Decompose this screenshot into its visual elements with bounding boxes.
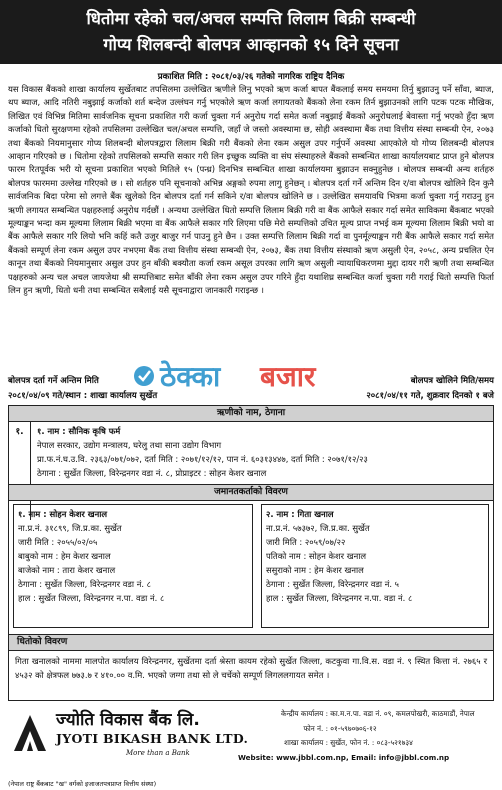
borrower-name: १. नाम : सौनिक कृषि फर्म [37,426,121,436]
branch-value: सुर्खेत, फोन नं. : ०८३-५२१७३४ [330,738,413,747]
guarantor-2-citizenship: ना.प्र.नं. ५७३७२, जि.प्र.का. सुर्खेत [266,523,370,533]
bank-logo [8,707,249,775]
collateral-details: गिता खनालको नाममा मालपोत कार्यालय विरेन्द्रनगर, सुर्खेतमा दर्ता श्रेस्ता कायम रहेको सुर्खेत जिल्ला, कटकुवा गा.वि.स. वडा नं. ९ स्थित कित्ता नं. २७६५ र ४५३२ को क्षेत्रफल ७७३.७ र ४१०.०० व.मि. भएको जग्गा तथा सो ले चर्चेको सम्पूर्ण लिगललगायत समेत । [15,656,487,680]
borrower-section-title: ऋणीको नाम, ठेगाना [9,406,493,422]
website-email: Website: www.jbbl.com.np, Email: info@jbbl.com.np [238,752,450,762]
opening-date-value: २०८१/०४/११ गते, शुक्रवार दिनको १ बजे [366,391,494,401]
guarantor-1-address: ठेगाना : सुर्खेत जिल्ला, विरेन्द्रनगर वडा नं. ८ [18,579,152,589]
publication-date: प्रकाशित मिति : २०८१/०३/२६ गतेको नागरिक राष्ट्रिय दैनिक [157,72,345,82]
guarantor-section-title: जमानतकर्ताको विवरण [9,484,493,501]
guarantor-1-current: हाल : सुर्खेत जिल्ला, विरेन्द्रनगर न.पा. वडा नं. ८ [18,593,165,603]
guarantor-2-address: ठेगाना : सुर्खेत जिल्ला, विरेन्द्रनगर वडा नं. ५ [266,579,400,589]
tender-dates [8,374,494,404]
guarantor-1-father: बाबुको नाम : हेम केशर खनाल [18,551,111,561]
submit-deadline-value: २०८१/०४/०९ गते/स्थान : शाखा कार्यालय सुर्खेत [8,391,158,401]
head-phone-value: ०१-५९७०७०६-१२ [330,723,377,733]
borrower-registration: प्रा.फ.नं.घ.उ.वि. २३६३/०७१/०७२, दर्ता मिति : २०७१/१२/१२, पान नं. ६०३१३४४७, दर्ता मिति : २०७१/१२/२३ [37,454,368,464]
watermark-brand-a: ठेक्का [160,360,221,393]
notice-title-line2: गोप्य शिलबन्दी बोलपत्र आव्हानको १५ दिने सूचना [103,35,399,54]
guarantor-1-box [13,504,253,628]
guarantor-2-father-in-law: ससुराको नाम : हेम केशर खनाल [266,565,364,575]
guarantor-2-issued: जारी मिति : २०५९/०७/२२ [266,537,346,547]
watermark-brand-b: बजार [260,360,316,393]
borrower-serial: १. [9,421,31,520]
bank-name-english: JYOTI BIKASH BANK LTD. [56,731,249,746]
nrb-license-note: (नेपाल राष्ट्र बैंकबाट "ख" वर्गको इजाजतपत्रप्राप्त वित्तीय संस्था) [8,780,157,788]
guarantor-1-name: १. नाम : सोहन केशर खनाल [18,509,108,519]
guarantor-2-husband: पतिको नाम : सोहन केशर खनाल [266,551,367,561]
opening-date-label: बोलपत्र खोलिने मिति/समय [410,376,494,386]
borrower-address: ठेगाना : सुर्खेत जिल्ला, विरेन्द्रनगर वडा नं. ८, प्रोप्राइटर : सोहन केशर खनाल [37,468,267,478]
bank-name-nepali: ज्योति विकास बैंक लि. [56,710,200,730]
collateral-section-title: धितोको विवरण [9,634,493,651]
guarantor-1-issued: जारी मिति : २०५५/०२/०५ [18,537,98,547]
bank-footer [0,703,502,790]
guarantor-2-name: २. नाम : गिता खनाल [266,509,334,519]
notice-title-line1: धितोमा रहेको चल/अचल सम्पत्ति लिलाम बिक्री सम्बन्धी [86,9,416,28]
notice-body: यस विकास बैंकको शाखा कार्यालय सुर्खेतबाट तपसिलमा उल्लेखित ऋणीले लिनु भएको ऋण कर्जा बापत बैंकलाई समय समयमा तिर्नु बुझाउनु पर्ने साँवा, ब्याज, थप ब्याज, आदि नतिरी नबुझाई कर्जाको शर्त बन्देज उल्लंघन गर्नु भएकोले ऋण कर्जा लगायतको बैंकको लेना रकम तिर्न बुझाउनको लागि पटक पटक मौखिक, लिखित एवं विभिन्न मितिमा सार्वजनिक सूचना प्रकाशित गरी कर्जा चुक्ता गर्न अनुरोध गर्दा समेत कर्जा नबुझाई बैंकको अनुरोधलाई बेवास्ता गर्नु भएको हुँदा ऋण कर्जाको धितो सुरक्षणमा रहेको तपसिलमा उल्लेखित चल/अचल सम्पत्ति, जहाँ जे जस्तो अवस्थामा छ, सोही अवस्थामा बैंक तथा वित्तीय संस्था सम्बन्धी ऐन, २०७३ तथा बैंकको नियमानुसार गोप्य शिलबन्दी बोलपत्रद्वारा लिलाम बिक्री गरी बैंकको लेना रकम असुल उपर गर्नुपर्ने अवस्था आएकोले यो गोप्य शिलबन्दी बोलपत्र आव्हान गरिएको छ । धितोमा रहेको तपसिलको सम्पत्ति सकार गरी लिन इच्छुक व्यक्ति वा संघ संस्थाहरुले बैंकको सम्बन्धित शाखा कार्यालयबाट प्राप्त हुने बोलपत्र फारम रितपूर्वक भरी यो सूचना प्रकाशित भएको मितिले १५ (पन्ध्र) दिनभित्र सम्बन्धित शाखा कार्यालयमा बुझाउन सक्नुहुनेछ । बोलपत्र सम्बन्धी अन्य शर्तहरु बोलपत्र फारममा उल्लेख गरिएको छ । सो शर्तहरु पनि सूचनाको अभिन्न अङ्गको रुपमा लागु हुनेछन् । बोलपत्र दर्ता गर्ने अन्तिम दिन र/वा बोलपत्र खोलिने दिन कुनै सार्वजनिक बिदा परेमा सो लगत्ते बैंक खुलेको दिन बोलपत्र दर्ता गर्न सकिने र/वा बोलपत्र खोलिने छ । उल्लेखित समयावधि भित्रमा कर्जा चुक्ता गर्नु गराउनु हुन ऋणी लगायत सम्बन्धित पक्षहरुलाई अनुरोध गर्दछौं । अन्यथा उल्लेखित धितो सम्पत्ति लिलाम बिक्री गरी वा बैंक आफैले सकार गर्दा समेत साविकमा बैंकबाट भएको मूल्याङ्कन भन्दा कम मूल्यमा लिलाम बिक्री भएमा वा बैंक आफैले सकार गरि लिएमा पछि मेरो सम्पत्तिको उचित मूल्य प्राप्त नभई कम मूल्यमा लिलाम बिक्री भयो वा बैंक आफैले सकार गरि लियो भनि कहिं कतै उजुर बाजुर गर्न पाउनु हुने छैन । उक्त सम्पत्ति लिलाम बिक्री गर्दा वा पुनर्मूल्याङ्कन गरी बैंक आफैले सकार गर्दा समेत बैंकको सम्पूर्ण लेना रकम असुल उपर नभएमा बैंक तथा वित्तीय संस्था सम्बन्धी ऐन, २०७३, बैंक तथा वित्तीय संस्थाको ऋण असुली ऐन, २०५८, अन्य प्रचलित ऐन कानून तथा बैंकको नियमानुसार असुल उपर हुन बाँकी बक्यौता कर्जा रकम असूल उपरका लागि ऋण असुली न्यायाधिकरणमा मुद्दा दायर गरी ऋणी तथा सम्बन्धित पक्षहरुको अन्य चल अचल जायजेथा श्री सम्पत्तिबाट समेत बाँकी लेना रकम असुल उपर गरिने हुँदा यथाशिघ्र सम्बन्धित कर्जा चुक्ता गरी गराई धितो सम्पत्ति फिर्ता लिन हुन ऋणी, धितो धनी तथा सम्बन्धित सबैलाई यसै सूचनाद्वारा जानकारी गराइन्छ । [8,84,494,296]
head-office-value: का.म.न.पा. वडा नं. ०९, कमलपोखरी, काठमाडौं, नेपाल [330,709,475,718]
borrower-reg-office: नेपाल सरकार, उद्योग मन्त्रालय, घरेलु तथा साना उद्योग विभाग [37,440,222,450]
guarantor-2-current: हाल : सुर्खेत जिल्ला, विरेन्द्रनगर न.पा. वडा नं. ८ [266,593,413,603]
notice-header [0,0,502,64]
head-office-label: केन्द्रीय कार्यालय : [280,709,328,718]
submit-deadline-label: बोलपत्र दर्ता गर्ने अन्तिम मिति [8,376,99,386]
details-table [8,405,494,701]
guarantor-1-grandfather: बाजेको नाम : तारा केशर खनाल [18,565,116,575]
guarantor-2-box [261,504,489,628]
branch-label: शाखा कार्यालय : [284,738,328,747]
guarantor-1-citizenship: ना.प्र.नं. ३१८९९, जि.प्र.का. सुर्खेत [18,523,122,533]
bank-logo-icon [8,711,52,755]
bank-tagline: More than a Bank [126,749,190,757]
borrower-details [37,424,489,480]
bank-contact [238,707,496,765]
head-phone-label: फोन नं. : [303,723,328,733]
